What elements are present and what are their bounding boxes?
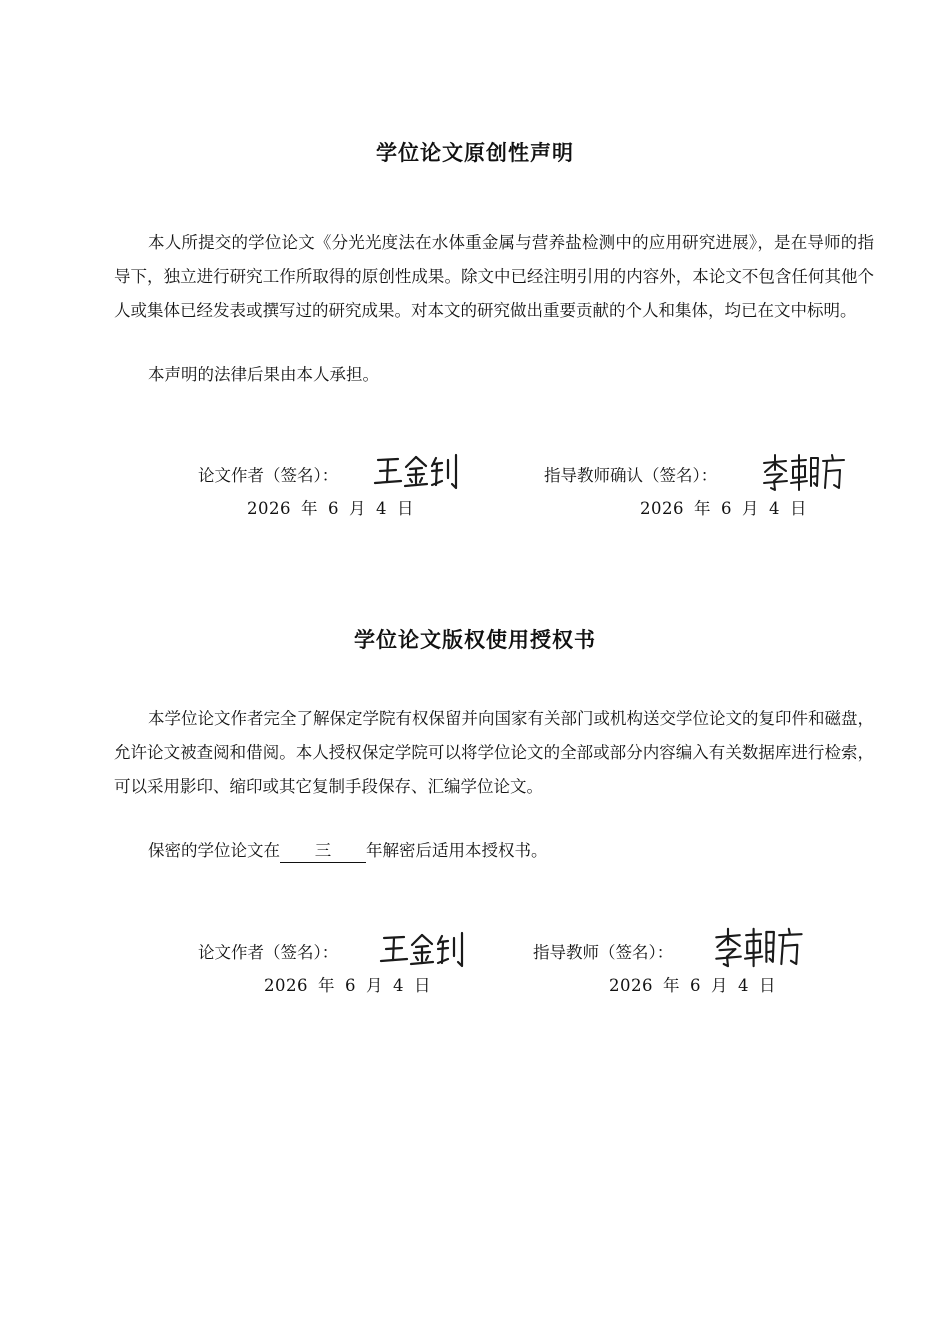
date-month-unit: 月	[742, 499, 759, 518]
date-month: 6	[690, 976, 701, 995]
authorization-advisor-date	[609, 972, 786, 996]
declaration-paragraph: 本人所提交的学位论文《分光光度法在水体重金属与营养盐检测中的应用研究进展》，是在导师的指导下，独立进行研究工作所取得的原创性成果。除文中已经注明引用的内容外，本论文不包含任何其他个人或集体已经发表或撰写过的研究成果。对本文的研究做出重要贡献的个人和集体，均已在文中标明。	[114, 233, 874, 320]
date-month-unit: 月	[711, 976, 728, 995]
date-month-unit: 月	[366, 976, 383, 995]
date-month: 6	[721, 499, 732, 518]
date-day: 4	[376, 499, 387, 518]
date-year: 2026	[247, 499, 291, 518]
authorization-author-date	[264, 972, 441, 996]
declaration-author-signature-image	[372, 452, 464, 492]
authorization-author-label: 论文作者（签名）：	[198, 943, 339, 962]
date-year-unit: 年	[694, 499, 711, 518]
authorization-advisor-label: 指导教师（签名）：	[533, 943, 674, 962]
authorization-author-signature-image	[378, 930, 470, 970]
authorization-advisor-signature-image	[712, 924, 808, 972]
declaration-advisor-date	[640, 495, 817, 519]
date-day-unit: 日	[790, 499, 807, 518]
declaration-advisor-label: 指导教师确认（签名）：	[544, 466, 718, 485]
declaration-author-date	[247, 495, 424, 519]
date-month-unit: 月	[349, 499, 366, 518]
date-month: 6	[328, 499, 339, 518]
declaration-legal-note: 本声明的法律后果由本人承担。	[148, 365, 379, 384]
date-day-unit: 日	[397, 499, 414, 518]
authorization-title: 学位论文版权使用授权书	[354, 628, 596, 652]
date-day: 4	[393, 976, 404, 995]
date-day-unit: 日	[759, 976, 776, 995]
declaration-advisor-signature-image	[760, 452, 850, 494]
authorization-paragraph: 本学位论文作者完全了解保定学院有权保留并向国家有关部门或机构送交学位论文的复印件和磁盘，允许论文被查阅和借阅。本人授权保定学院可以将学位论文的全部或部分内容编入有关数据库进行检索，可以采用影印、缩印或其它复制手段保存、汇编学位论文。	[114, 709, 874, 796]
date-month: 6	[345, 976, 356, 995]
secret-years-blank: 三	[280, 840, 366, 863]
date-day-unit: 日	[414, 976, 431, 995]
date-year-unit: 年	[301, 499, 318, 518]
date-year: 2026	[640, 499, 684, 518]
authorization-secret-line	[114, 834, 874, 868]
date-year: 2026	[609, 976, 653, 995]
declaration-title: 学位论文原创性声明	[376, 141, 574, 165]
date-day: 4	[769, 499, 780, 518]
secret-suffix: 年解密后适用本授权书。	[366, 841, 548, 860]
declaration-author-label: 论文作者（签名）：	[198, 466, 339, 485]
date-day: 4	[738, 976, 749, 995]
secret-prefix: 保密的学位论文在	[148, 841, 280, 860]
date-year-unit: 年	[318, 976, 335, 995]
date-year-unit: 年	[663, 976, 680, 995]
date-year: 2026	[264, 976, 308, 995]
